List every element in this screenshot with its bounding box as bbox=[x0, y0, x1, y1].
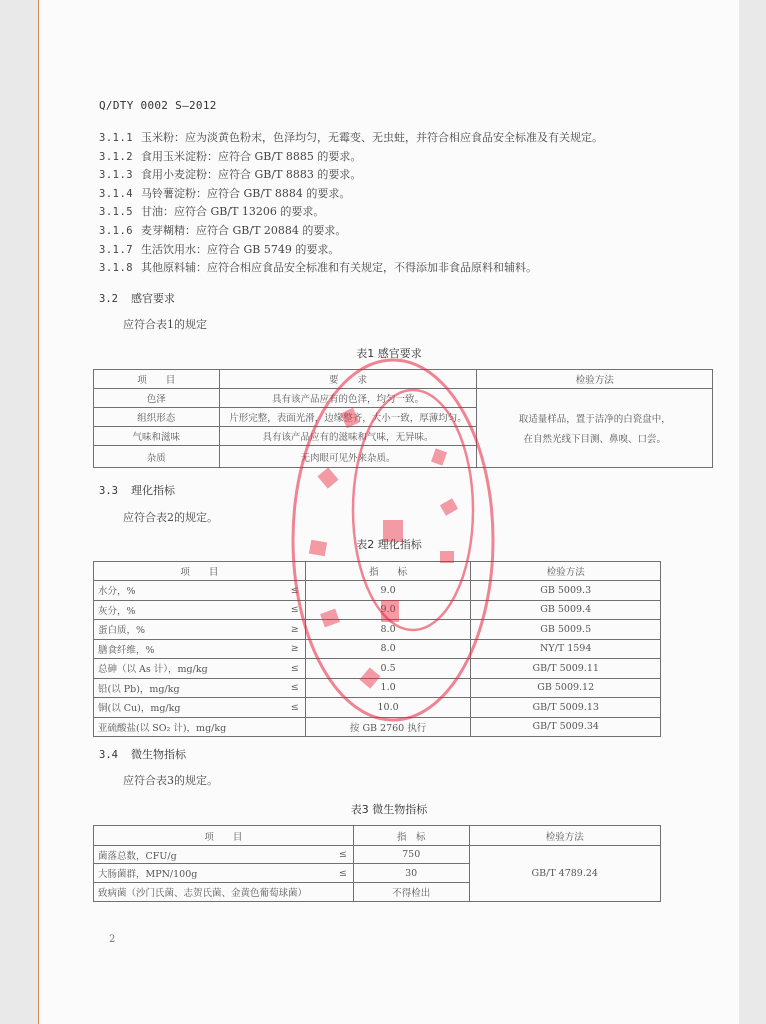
table-row bbox=[94, 717, 661, 737]
table-header: 检验方法 bbox=[471, 562, 661, 581]
table-cell: 1.0 bbox=[305, 678, 471, 698]
section-title: 感官要求 bbox=[131, 292, 175, 305]
document-code: Q/DTY 0002 S—2012 bbox=[99, 99, 217, 112]
comparison-symbol: ≤ bbox=[281, 581, 305, 601]
table-cell: 铅(以 Pb)，mg/kg bbox=[94, 678, 282, 698]
table-cell: 大肠菌群，MPN/100g bbox=[94, 864, 338, 883]
table-cell: 具有该产品应有的色泽，均匀一致。 bbox=[219, 389, 477, 408]
comparison-symbol: ≤ bbox=[337, 846, 353, 864]
requirement-item bbox=[99, 166, 729, 185]
table-row bbox=[94, 846, 661, 864]
table-cell: 9.0 bbox=[305, 600, 471, 620]
table-header: 要 求 bbox=[219, 370, 477, 389]
table-cell: 8.0 bbox=[305, 620, 471, 640]
table-cell: GB/T 5009.13 bbox=[471, 698, 661, 718]
table-cell: GB 5009.12 bbox=[471, 678, 661, 698]
table-cell: 具有该产品应有的滋味和气味，无异味。 bbox=[219, 427, 477, 446]
comparison-symbol: ≥ bbox=[281, 620, 305, 640]
table-cell: GB 5009.3 bbox=[471, 581, 661, 601]
table-header: 项 目 bbox=[94, 370, 220, 389]
table-cell: 按 GB 2760 执行 bbox=[305, 717, 471, 737]
requirement-number: 3.1.3 bbox=[99, 169, 134, 182]
method-line: 在自然光线下目测、鼻嗅、口尝。 bbox=[523, 434, 666, 445]
table-header: 检验方法 bbox=[469, 826, 660, 846]
requirement-number: 3.1.6 bbox=[99, 224, 134, 237]
section-heading-physchem bbox=[99, 482, 175, 498]
requirement-item bbox=[99, 129, 729, 148]
comparison-symbol bbox=[337, 883, 353, 902]
comparison-symbol: ≤ bbox=[281, 698, 305, 718]
table-cell: 片形完整，表面光滑，边缘整齐，大小一致，厚薄均匀。 bbox=[219, 408, 477, 427]
table-header: 检验方法 bbox=[477, 370, 713, 389]
section-title: 理化指标 bbox=[131, 484, 175, 497]
requirement-text: 食用玉米淀粉：应符合 GB/T 8885 的要求。 bbox=[141, 149, 362, 163]
requirement-item bbox=[99, 259, 729, 278]
table-cell: 亚硫酸盐(以 SO₂ 计)，mg/kg bbox=[94, 717, 282, 737]
table-cell: 0.5 bbox=[305, 659, 471, 679]
requirement-text: 生活饮用水：应符合 GB 5749 的要求。 bbox=[141, 242, 340, 256]
requirement-number: 3.1.4 bbox=[99, 187, 134, 200]
section-heading-sensory bbox=[99, 290, 175, 306]
section-intro: 应符合表3的规定。 bbox=[123, 774, 218, 787]
table-row bbox=[94, 389, 713, 408]
table-cell: 750 bbox=[353, 846, 469, 864]
table-row bbox=[94, 659, 661, 679]
table-cell: 膳食纤维，% bbox=[94, 639, 282, 659]
table-row bbox=[94, 620, 661, 640]
comparison-symbol: ≤ bbox=[281, 678, 305, 698]
requirement-text: 麦芽糊精：应符合 GB/T 20884 的要求。 bbox=[141, 223, 347, 237]
table-cell: 气味和滋味 bbox=[94, 427, 220, 446]
table-cell: 灰分，% bbox=[94, 600, 282, 620]
requirement-number: 3.1.1 bbox=[99, 132, 134, 144]
table-cell: 不得检出 bbox=[353, 883, 469, 902]
comparison-symbol: ≤ bbox=[337, 864, 353, 883]
table-cell: 10.0 bbox=[305, 698, 471, 718]
table-cell: GB 5009.4 bbox=[471, 600, 661, 620]
requirements-list bbox=[99, 129, 729, 278]
requirement-item bbox=[99, 148, 729, 167]
section-intro: 应符合表2的规定。 bbox=[123, 511, 218, 524]
requirement-text: 甘油：应符合 GB/T 13206 的要求。 bbox=[141, 205, 325, 219]
table-cell: 8.0 bbox=[305, 639, 471, 659]
section-intro: 应符合表1的规定 bbox=[123, 318, 207, 331]
requirement-number: 3.1.5 bbox=[99, 206, 134, 219]
table-cell: 铜(以 Cu)，mg/kg bbox=[94, 698, 282, 718]
table-row bbox=[94, 639, 661, 659]
requirement-text: 玉米粉：应为淡黄色粉末，色泽均匀，无霉变、无虫蛀，并符合相应食品安全标准及有关规定。 bbox=[141, 131, 603, 144]
requirement-text: 食用小麦淀粉：应符合 GB/T 8883 的要求。 bbox=[141, 168, 362, 182]
method-line: 取适量样品，置于洁净的白瓷盘中， bbox=[518, 414, 671, 425]
table-row bbox=[94, 678, 661, 698]
requirement-number: 3.1.2 bbox=[99, 150, 134, 163]
page-number: 2 bbox=[109, 934, 116, 945]
requirement-number: 3.1.7 bbox=[99, 243, 134, 256]
document-page bbox=[38, 0, 739, 1024]
table-cell: 水分，% bbox=[94, 581, 282, 601]
table-header: 指 标 bbox=[353, 826, 469, 846]
table1-caption: 表1 感官要求 bbox=[356, 347, 422, 360]
physchem-indicators-table bbox=[93, 561, 661, 737]
section-heading-microbial bbox=[99, 746, 186, 762]
table-cell: 9.0 bbox=[305, 581, 471, 601]
requirement-item bbox=[99, 241, 729, 260]
comparison-symbol bbox=[281, 717, 305, 737]
table-cell: 组织形态 bbox=[94, 408, 220, 427]
table-cell: 无肉眼可见外来杂质。 bbox=[219, 446, 477, 468]
section-number: 3.2 bbox=[99, 293, 118, 305]
sensory-requirements-table bbox=[93, 369, 713, 468]
table-row bbox=[94, 698, 661, 718]
requirement-item bbox=[99, 222, 729, 241]
table-cell: NY/T 1594 bbox=[471, 639, 661, 659]
requirement-text: 马铃薯淀粉：应符合 GB/T 8884 的要求。 bbox=[141, 186, 351, 200]
table-cell: GB 5009.5 bbox=[471, 620, 661, 640]
method-cell: GB/T 4789.24 bbox=[469, 846, 660, 902]
table2-caption: 表2 理化指标 bbox=[356, 538, 422, 551]
table-cell: 蛋白质，% bbox=[94, 620, 282, 640]
method-cell bbox=[477, 389, 713, 468]
comparison-symbol: ≤ bbox=[281, 600, 305, 620]
table-header: 项 目 bbox=[94, 562, 306, 581]
table-cell: 致病菌（沙门氏菌、志贺氏菌、金黄色葡萄球菌） bbox=[94, 883, 338, 902]
table-header: 指 标 bbox=[305, 562, 471, 581]
requirement-item bbox=[99, 185, 729, 204]
section-number: 3.4 bbox=[99, 749, 118, 761]
table-cell: 30 bbox=[353, 864, 469, 883]
table-cell: GB/T 5009.11 bbox=[471, 659, 661, 679]
section-number: 3.3 bbox=[99, 485, 118, 497]
requirement-text: 其他原料辅：应符合相应食品安全标准和有关规定，不得添加非食品原料和辅料。 bbox=[141, 261, 537, 275]
table-row bbox=[94, 581, 661, 601]
section-title: 微生物指标 bbox=[131, 748, 186, 761]
requirement-item bbox=[99, 203, 729, 222]
table3-caption: 表3 微生物指标 bbox=[350, 803, 428, 816]
comparison-symbol: ≤ bbox=[281, 659, 305, 679]
table-cell: GB/T 5009.34 bbox=[471, 717, 661, 737]
comparison-symbol: ≥ bbox=[281, 639, 305, 659]
table-cell: 杂质 bbox=[94, 446, 220, 468]
table-row bbox=[94, 600, 661, 620]
table-header: 项 目 bbox=[94, 826, 354, 846]
table-cell: 菌落总数，CFU/g bbox=[94, 846, 338, 864]
microbial-indicators-table bbox=[93, 825, 661, 902]
table-cell: 色泽 bbox=[94, 389, 220, 408]
requirement-number: 3.1.8 bbox=[99, 262, 134, 275]
table-cell: 总砷（以 As 计），mg/kg bbox=[94, 659, 282, 679]
